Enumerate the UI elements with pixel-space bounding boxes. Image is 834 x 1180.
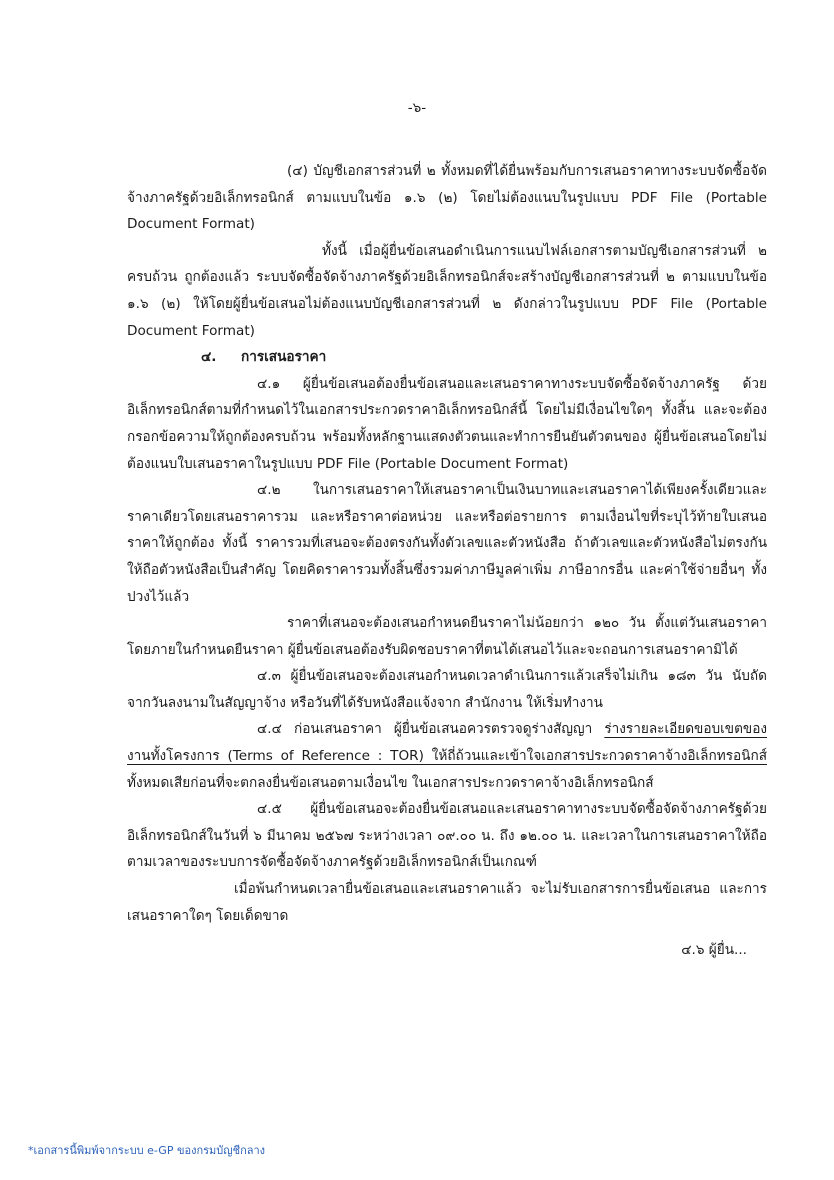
paragraph-4-3: ๔.๓ ผู้ยื่นข้อเสนอจะต้องเสนอกำหนดเวลาดำเนินการแล้วเสร็จไม่เกิน ๑๘๓ วัน นับถัดจากวันลงนามในสัญญาจ้าง หรือวันที่ได้รับหนังสือแจ้งจาก สำนักงาน ให้เริ่มทำงาน <box>127 668 767 711</box>
page-number: -๖- <box>407 100 427 116</box>
footer-egp-note: *เอกสารนี้พิมพ์จากระบบ e-GP ของกรมบัญชีกลาง <box>28 1144 266 1157</box>
paragraph-4-4 <box>127 716 767 796</box>
continuation-marker: ๔.๖ ผู้ยื่น... <box>681 942 747 959</box>
paragraph-4-5-deadline: เมื่อพ้นกำหนดเวลายื่นข้อเสนอและเสนอราคาแล้ว จะไม่รับเอกสารการยื่นข้อเสนอ และการเสนอราคาใดๆ โดยเด็ดขาด <box>127 881 767 924</box>
paragraph-4-4-tail: ทั้งหมดเสียก่อนที่จะตกลงยื่นข้อเสนอตามเงื่อนไข ในเอกสารประกวดราคาจ้างอิเล็กทรอนิกส์ <box>127 774 654 791</box>
section-heading-bidding <box>127 344 767 371</box>
paragraph-4-2-price-validity: ราคาที่เสนอจะต้องเสนอกำหนดยืนราคาไม่น้อยกว่า ๑๒๐ วัน ตั้งแต่วันเสนอราคาโดยภายในกำหนดยืนราคา ผู้ยื่นข้อเสนอต้องรับผิดชอบราคาที่ตนได้เสนอไว้และจะถอนการเสนอราคามิได้ <box>127 615 767 658</box>
paragraph-4-5: ๔.๕ ผู้ยื่นข้อเสนอจะต้องยื่นข้อเสนอและเสนอราคาทางระบบจัดซื้อจัดจ้างภาครัฐด้วยอิเล็กทรอนิกส์ในวันที่ ๖ มีนาคม ๒๕๖๗ ระหว่างเวลา ๐๙.๐๐ น. ถึง ๑๒.๐๐ น. และเวลาในการเสนอราคาให้ถือตามเวลาของระบบการจัดซื้อจัดจ้างภาครัฐด้วยอิเล็กทรอนิกส์เป็นเกณฑ์ <box>127 801 767 871</box>
paragraph-4-2: ๔.๒ ในการเสนอราคาให้เสนอราคาเป็นเงินบาทและเสนอราคาได้เพียงครั้งเดียวและราคาเดียวโดยเสนอราคารวม และหรือราคาต่อหน่วย และหรือต่อรายการ ตามเงื่อนไขที่ระบุไว้ท้ายใบเสนอราคาให้ถูกต้อง ทั้งนี้ ราคารวมที่เสนอจะต้องตรงกันทั้งตัวเลขและตัวหนังสือ ถ้าตัวเลขและตัวหนังสือไม่ตรงกัน ให้ถือตัวหนังสือเป็นสำคัญ โดยคิดราคารวมทั้งสิ้นซึ่งรวมค่าภาษีมูลค่าเพิ่ม ภาษีอากรอื่น และค่าใช้จ่ายอื่นๆ ทั้งปวงไว้แล้ว <box>127 482 767 605</box>
section-number: ๔. <box>201 349 217 366</box>
section-title: การเสนอราคา <box>241 349 327 366</box>
document-body <box>127 158 767 964</box>
paragraph-4-4-underlined: ร่างรายละเอียดขอบเขตของงานทั้งโครงการ (Terms of Reference : TOR) ให้ถี่ถ้วนและเข้าใจเอกสารประกวดราคาจ้างอิเล็กทรอนิกส์ <box>127 721 767 765</box>
paragraph-4-4-lead: ๔.๔ ก่อนเสนอราคา ผู้ยื่นข้อเสนอควรตรวจดูร่างสัญญา <box>257 721 605 738</box>
paragraph-attachment-note: ทั้งนี้ เมื่อผู้ยื่นข้อเสนอดำเนินการแนบไฟล์เอกสารตามบัญชีเอกสารส่วนที่ ๒ ครบถ้วน ถูกต้องแล้ว ระบบจัดซื้อจัดจ้างภาครัฐด้วยอิเล็กทรอนิกส์จะสร้างบัญชีเอกสารส่วนที่ ๒ ตามแบบในข้อ ๑.๖ (๒) ให้โดยผู้ยื่นข้อเสนอไม่ต้องแนบบัญชีเอกสารส่วนที่ ๒ ดังกล่าวในรูปแบบ PDF File (Portable Document Format) <box>127 242 767 339</box>
paragraph-4-1: ๔.๑ ผู้ยื่นข้อเสนอต้องยื่นข้อเสนอและเสนอราคาทางระบบจัดซื้อจัดจ้างภาครัฐ ด้วยอิเล็กทรอนิกส์ตามที่กำหนดไว้ในเอกสารประกวดราคาอิเล็กทรอนิกส์นี้ โดยไม่มีเงื่อนไขใดๆ ทั้งสิ้น และจะต้องกรอกข้อความให้ถูกต้องครบถ้วน พร้อมทั้งหลักฐานแสดงตัวตนและทำการยืนยันตัวตนของ ผู้ยื่นข้อเสนอโดยไม่ต้องแนบใบเสนอราคาในรูปแบบ PDF File (Portable Document Format) <box>127 375 767 472</box>
paragraph-document-list-part2: (๔) บัญชีเอกสารส่วนที่ ๒ ทั้งหมดที่ได้ยื่นพร้อมกับการเสนอราคาทางระบบจัดซื้อจัดจ้างภาครัฐด้วยอิเล็กทรอนิกส์ ตามแบบในข้อ ๑.๖ (๒) โดยไม่ต้องแนบในรูปแบบ PDF File (Portable Document Format) <box>127 163 767 233</box>
